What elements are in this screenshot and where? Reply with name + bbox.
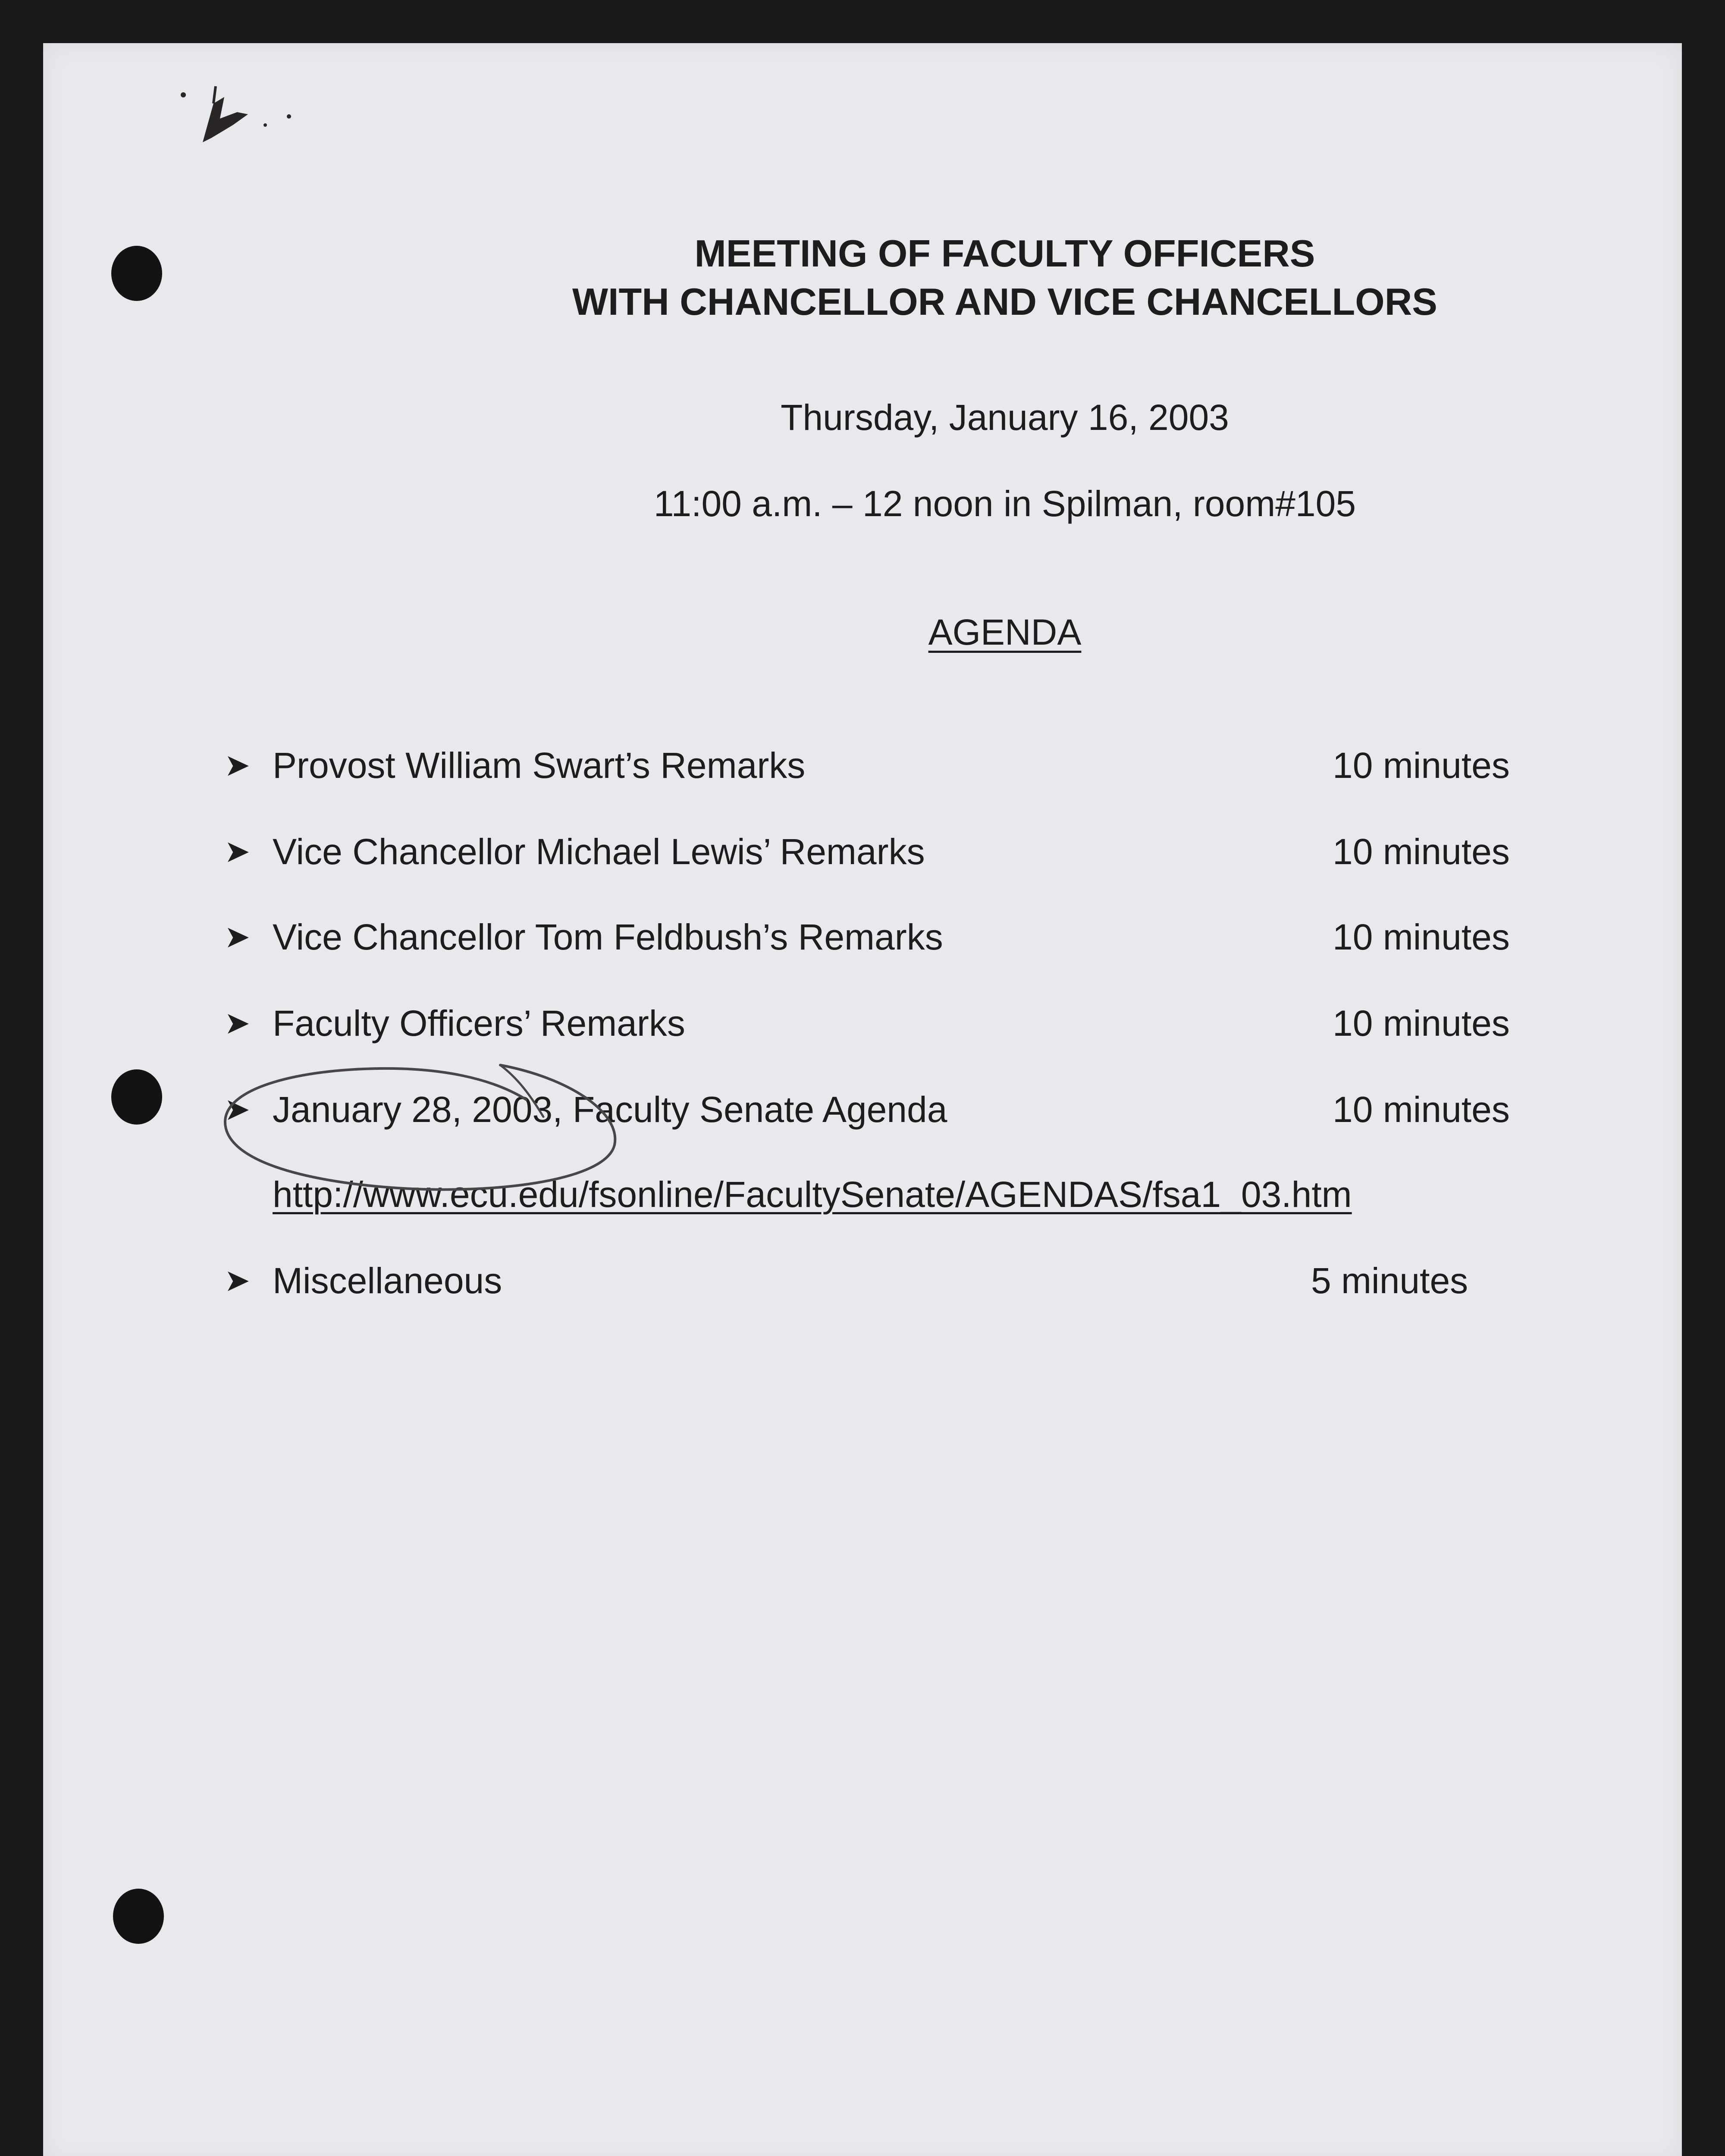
hole-punch-bottom <box>113 1889 164 1944</box>
agenda-item-label: January 28, 2003, Faculty Senate Agenda <box>273 1089 947 1130</box>
arrowhead-bullet-icon: ➤ <box>224 1092 251 1127</box>
agenda-item-label: Provost William Swart’s Remarks <box>273 745 806 786</box>
agenda-item-duration: 10 minutes <box>1333 917 1510 957</box>
agenda-item <box>224 913 1518 965</box>
arrowhead-bullet-icon: ➤ <box>224 834 251 869</box>
staple-mark <box>172 78 302 147</box>
agenda-item-duration: 10 minutes <box>1333 831 1510 872</box>
meeting-title-line-1: MEETING OF FACULTY OFFICERS <box>694 232 1315 275</box>
arrowhead-bullet-icon: ➤ <box>224 920 251 954</box>
agenda-item-duration: 10 minutes <box>1333 1089 1510 1130</box>
meeting-title-line-2: WITH CHANCELLOR AND VICE CHANCELLORS <box>572 280 1437 323</box>
faculty-senate-agenda-link[interactable]: http://www.ecu.edu/fsonline/FacultySenate/AGENDAS/fsa1_03.htm <box>273 1174 1352 1215</box>
agenda-heading <box>431 611 1578 653</box>
agenda-item-label: Vice Chancellor Michael Lewis’ Remarks <box>273 831 925 872</box>
agenda-item-label: Miscellaneous <box>273 1260 502 1301</box>
agenda-item <box>224 742 1518 793</box>
arrowhead-bullet-icon: ➤ <box>224 1263 251 1298</box>
agenda-item <box>224 1257 1518 1309</box>
handwritten-circle-annotation <box>216 1052 647 1199</box>
meeting-time-location: 11:00 a.m. – 12 noon in Spilman, room#105 <box>653 483 1356 524</box>
agenda-item <box>224 828 1518 880</box>
agenda-item-duration: 5 minutes <box>1311 1260 1468 1301</box>
hole-punch-middle <box>111 1069 162 1125</box>
arrowhead-bullet-icon: ➤ <box>224 748 251 783</box>
agenda-item-duration: 10 minutes <box>1333 745 1510 786</box>
agenda-item <box>224 1000 1518 1051</box>
agenda-heading-text: AGENDA <box>928 612 1082 652</box>
arrowhead-bullet-icon: ➤ <box>224 1006 251 1040</box>
meeting-date: Thursday, January 16, 2003 <box>781 397 1229 438</box>
agenda-item-label: Faculty Officers’ Remarks <box>273 1003 685 1044</box>
agenda-item-duration: 10 minutes <box>1333 1003 1510 1044</box>
hole-punch-top <box>111 246 162 301</box>
agenda-item-label: Vice Chancellor Tom Feldbush’s Remarks <box>273 917 943 957</box>
